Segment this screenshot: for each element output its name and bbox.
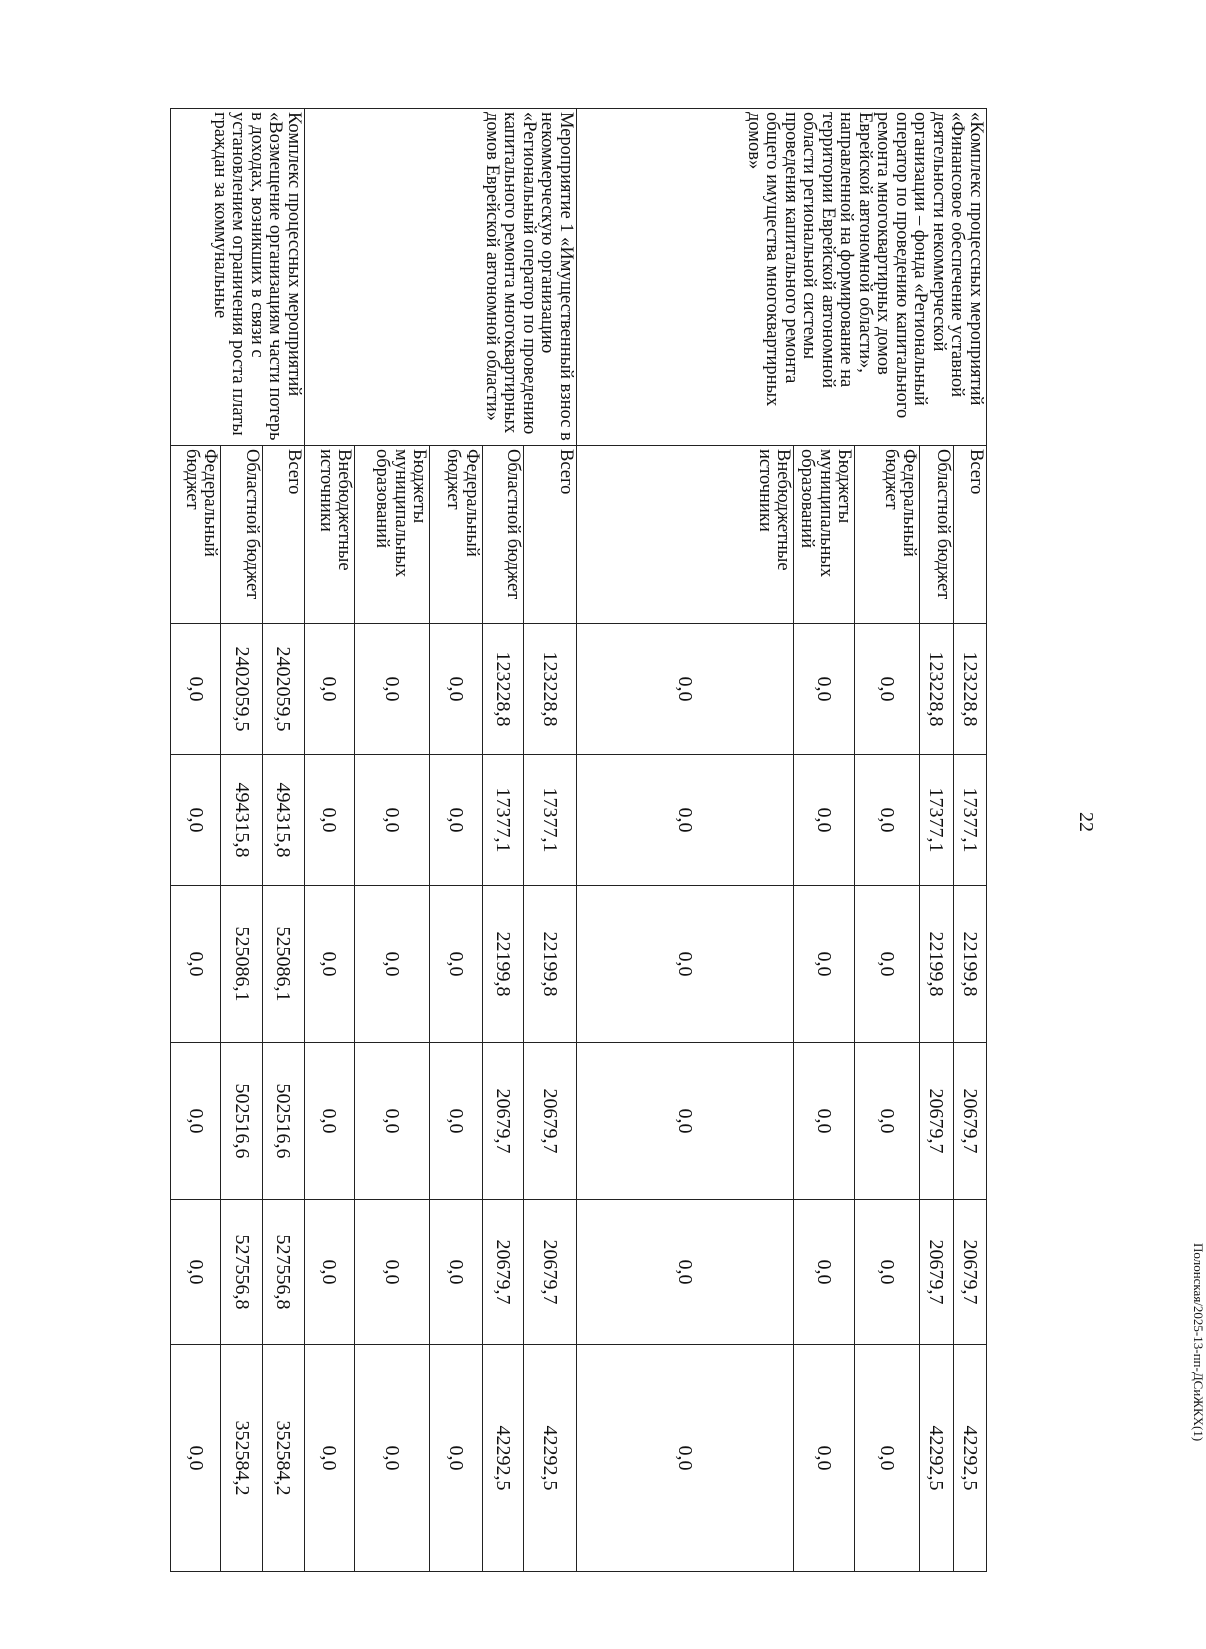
value-cell: 0,0 <box>304 755 354 886</box>
value-cell: 42292,5 <box>482 1345 524 1572</box>
value-cell: 2402059,5 <box>221 624 263 755</box>
value-cell: 20679,7 <box>482 1043 524 1200</box>
value-cell: 0,0 <box>794 755 855 886</box>
page-number: 22 <box>1075 812 1097 832</box>
value-cell: 0,0 <box>355 1345 430 1572</box>
value-cell: 0,0 <box>304 1345 354 1572</box>
table-row <box>524 109 576 1572</box>
value-cell: 0,0 <box>430 1345 482 1572</box>
source-cell: Областной бюджет <box>482 446 524 624</box>
value-cell: 525086,1 <box>221 886 263 1043</box>
value-cell: 123228,8 <box>524 624 576 755</box>
value-cell: 0,0 <box>430 886 482 1043</box>
value-cell: 22199,8 <box>953 886 986 1043</box>
value-cell: 0,0 <box>855 1043 920 1200</box>
value-cell: 0,0 <box>855 755 920 886</box>
value-cell: 0,0 <box>576 1043 793 1200</box>
source-cell: Всего <box>524 446 576 624</box>
value-cell: 17377,1 <box>953 755 986 886</box>
value-cell: 0,0 <box>171 1345 221 1572</box>
value-cell: 0,0 <box>576 886 793 1043</box>
value-cell: 0,0 <box>355 624 430 755</box>
value-cell: 2402059,5 <box>263 624 305 755</box>
value-cell: 17377,1 <box>920 755 953 886</box>
value-cell: 123228,8 <box>953 624 986 755</box>
source-cell: Внебюджетные источники <box>304 446 354 624</box>
table-row <box>263 109 305 1572</box>
program-name-cell: Мероприятие 1 «Имущественный взнос в некоммерческую организацию «Региональный оператор по проведению капитального ремонта многоквартирных домов Еврейской автономной области» <box>304 109 576 446</box>
value-cell: 0,0 <box>304 1043 354 1200</box>
value-cell: 527556,8 <box>221 1200 263 1345</box>
value-cell: 352584,2 <box>221 1345 263 1572</box>
value-cell: 0,0 <box>171 624 221 755</box>
value-cell: 123228,8 <box>482 624 524 755</box>
value-cell: 352584,2 <box>263 1345 305 1572</box>
value-cell: 0,0 <box>355 755 430 886</box>
value-cell: 0,0 <box>171 755 221 886</box>
value-cell: 20679,7 <box>953 1200 986 1345</box>
value-cell: 0,0 <box>855 1345 920 1572</box>
value-cell: 20679,7 <box>920 1043 953 1200</box>
value-cell: 22199,8 <box>482 886 524 1043</box>
value-cell: 20679,7 <box>482 1200 524 1345</box>
value-cell: 17377,1 <box>524 755 576 886</box>
value-cell: 0,0 <box>576 1200 793 1345</box>
value-cell: 0,0 <box>794 1345 855 1572</box>
value-cell: 0,0 <box>794 886 855 1043</box>
value-cell: 0,0 <box>855 1200 920 1345</box>
source-cell: Всего <box>263 446 305 624</box>
source-cell: Федеральный бюджет <box>430 446 482 624</box>
source-cell: Федеральный бюджет <box>171 446 221 624</box>
value-cell: 0,0 <box>171 1043 221 1200</box>
source-cell: Всего <box>953 446 986 624</box>
value-cell: 0,0 <box>304 624 354 755</box>
value-cell: 22199,8 <box>524 886 576 1043</box>
value-cell: 0,0 <box>430 1043 482 1200</box>
value-cell: 0,0 <box>576 1345 793 1572</box>
value-cell: 20679,7 <box>524 1043 576 1200</box>
source-cell: Областной бюджет <box>221 446 263 624</box>
value-cell: 0,0 <box>576 624 793 755</box>
value-cell: 0,0 <box>355 1200 430 1345</box>
value-cell: 0,0 <box>430 1200 482 1345</box>
source-cell: Областной бюджет <box>920 446 953 624</box>
value-cell: 0,0 <box>855 624 920 755</box>
funding-table <box>170 108 987 1572</box>
value-cell: 0,0 <box>430 755 482 886</box>
program-name-cell: «Комплекс процессных мероприятий «Финансовое обеспечение уставной деятельности некоммерческой организации – фонда «Региональный оператор по проведению капитального ремонта многоквартирных домов Еврейской автономной области», направленной на формирование на территории Еврейской автономной области региональной системы проведения капитального ремонта общего имущества многоквартирных домов» <box>576 109 986 446</box>
value-cell: 42292,5 <box>953 1345 986 1572</box>
value-cell: 20679,7 <box>920 1200 953 1345</box>
source-cell: Бюджеты муниципальных образований <box>355 446 430 624</box>
value-cell: 42292,5 <box>920 1345 953 1572</box>
value-cell: 0,0 <box>794 624 855 755</box>
value-cell: 0,0 <box>794 1043 855 1200</box>
value-cell: 0,0 <box>355 1043 430 1200</box>
document-reference: Полонская/2025-13-пп-ДСиЖКХ(1) <box>1191 1243 1206 1442</box>
value-cell: 0,0 <box>576 755 793 886</box>
value-cell: 0,0 <box>304 1200 354 1345</box>
value-cell: 123228,8 <box>920 624 953 755</box>
value-cell: 20679,7 <box>524 1200 576 1345</box>
rotated-table-container <box>170 108 987 1571</box>
value-cell: 502516,6 <box>263 1043 305 1200</box>
value-cell: 42292,5 <box>524 1345 576 1572</box>
value-cell: 0,0 <box>171 886 221 1043</box>
source-cell: Бюджеты муниципальных образований <box>794 446 855 624</box>
value-cell: 494315,8 <box>263 755 305 886</box>
table-row <box>953 109 986 1572</box>
value-cell: 525086,1 <box>263 886 305 1043</box>
value-cell: 494315,8 <box>221 755 263 886</box>
value-cell: 0,0 <box>171 1200 221 1345</box>
value-cell: 0,0 <box>304 886 354 1043</box>
value-cell: 20679,7 <box>953 1043 986 1200</box>
program-name-cell: Комплекс процессных мероприятий «Возмещение организациям части потерь в доходах, возникших в связи с установлением ограничения роста платы граждан за коммунальные <box>171 109 305 446</box>
value-cell: 17377,1 <box>482 755 524 886</box>
value-cell: 0,0 <box>430 624 482 755</box>
value-cell: 0,0 <box>794 1200 855 1345</box>
value-cell: 0,0 <box>855 886 920 1043</box>
value-cell: 0,0 <box>355 886 430 1043</box>
value-cell: 502516,6 <box>221 1043 263 1200</box>
value-cell: 527556,8 <box>263 1200 305 1345</box>
source-cell: Федеральный бюджет <box>855 446 920 624</box>
source-cell: Внебюджетные источники <box>576 446 793 624</box>
value-cell: 22199,8 <box>920 886 953 1043</box>
